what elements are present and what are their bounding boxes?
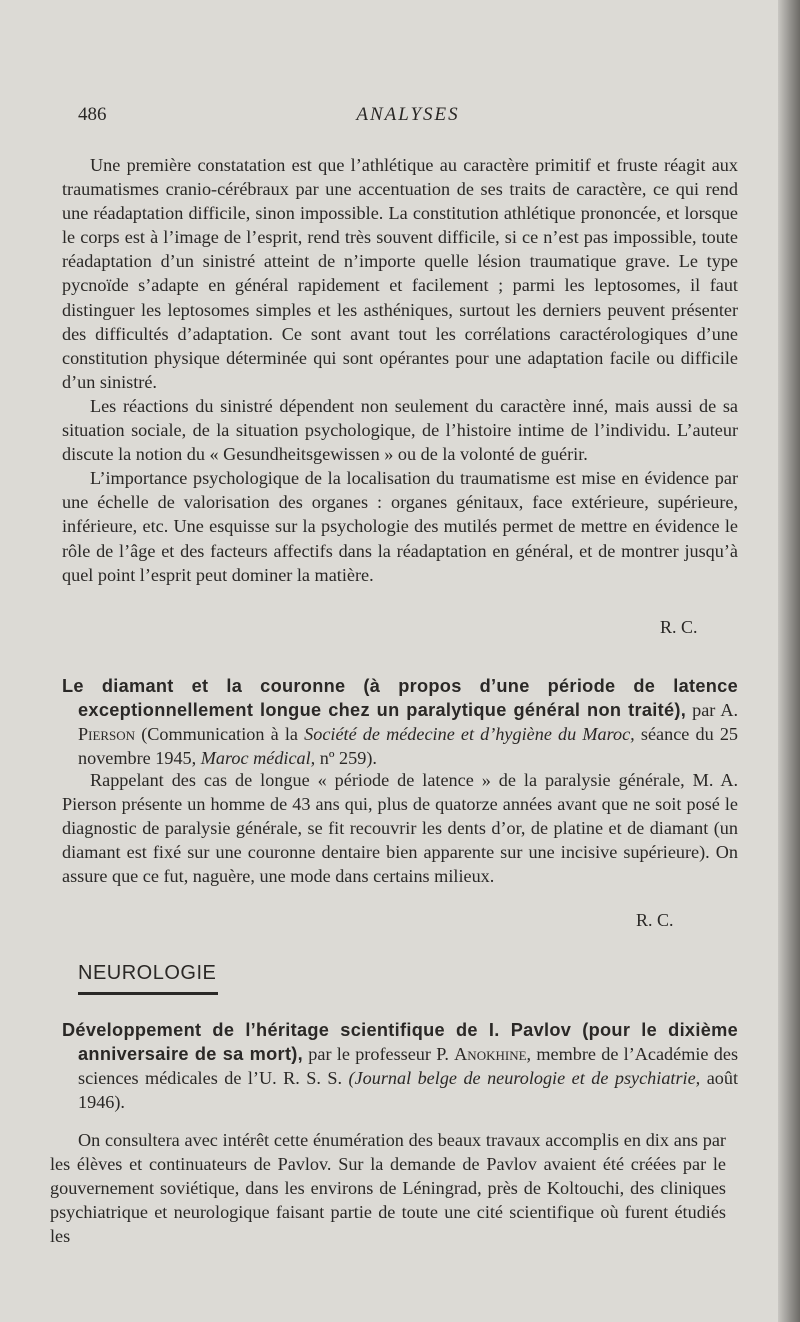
article-title: Développement de l’héritage scientifique de I. Pavlov (pour le dixième anniversaire de sa mort), [62,1020,738,1065]
journal-name: Société de médecine et d’hygiène du Maroc, [304,724,635,745]
section-rule [78,992,218,995]
article-title: Le diamant et la couronne (à propos d’une période de latence exceptionnellement longue chez un paralytique général non traité), [62,676,738,721]
article-2-body [62,768,738,888]
paragraph: On consultera avec intérêt cette énumération des beaux travaux accomplis en dix ans par les élèves et continuateurs de Pavlov. Sur la demande de Pavlov avaient été créées par le gouvernement soviétique, dans les environs de Léningrad, près de Koltouchi, des cliniques psychiatrique et neurologique faisant partie de toute une cité scientifique où furent étudiés les [50,1130,726,1247]
page-number: 486 [78,104,107,125]
article-3-title: Développement de l’héritage scientifique de I. Pavlov (pour le dixième anniversaire de sa mort), par le professeur P. Anokhine, membre de l’Académie des sciences médicales de l’U. R. S. S. (Journal belge de neurologie et de psychiatrie, août 1946). [62,1020,739,1113]
author-name: Anokhine [454,1044,527,1065]
paragraph: L’importance psychologique de la localisation du traumatisme est mise en évidence par une échelle de valorisation des organes : organes génitaux, face extérieure, supérieure, inférieure, etc. Une esquisse sur la psychologie des mutilés permet de mettre en évidence le rôle de l’âge et des facteurs affectifs dans la réadaptation en général, et de montrer jusqu’à quel point l’esprit peut dominer la matière. [62,468,738,585]
running-title: ANALYSES [356,104,460,125]
page-edge [778,0,800,1322]
paragraph: Les réactions du sinistré dépendent non seulement du caractère inné, mais aussi de sa situation sociale, de la situation psychologique, de l’histoire intime de l’individu. L’auteur discute la notion du « Gesundheitsgewissen » ou de la volonté de guérir. [62,395,738,465]
author-name: Pierson [78,724,136,745]
journal-name: (Journal belge de neurologie et de psychiatrie, [348,1068,701,1089]
signature: R. C. [660,617,698,637]
signature: R. C. [636,910,674,930]
article-3-body [50,1128,726,1248]
journal-name: Maroc médical, [200,748,316,769]
paragraph: Rappelant des cas de longue « période de latence » de la paralysie générale, M. A. Pierson présente un homme de 43 ans qui, plus de quatorze années avant que ne soit posé le diagnostic de paralysie générale, se fit recouvrir les dents d’or, de platine et de diamant (un diamant est fixé sur une couronne dentaire bien apparente sur une incisive supérieure). On assure que ce fut, naguère, une mode dans certains milieux. [62,770,738,887]
page-header [78,104,738,134]
section-title: NEUROLOGIE [78,962,217,984]
section-heading [78,962,216,985]
article-1-body [62,153,738,587]
article-2-title: Le diamant et la couronne (à propos d’une période de latence exceptionnellement longue chez un paralytique général non traité), par A. Pierson (Communication à la Société de médecine et d’hygiène du Maroc, séance du 25 novembre 1945, Maroc médical, nº 259). [62,676,739,769]
paragraph: Une première constatation est que l’athlétique au caractère primitif et fruste réagit aux traumatismes cranio-cérébraux par une accentuation de ses traits de caractère, ce qui rend une réadaptation difficile, sinon impossible. La constitution athlétique prononcée, et lorsque le corps est à l’image de l’esprit, rend très souvent difficile, si ce n’est pas impossible, toute réadaptation d’un sinistré atteint de n’importe quelle lésion traumatique grave. Le type pycnoïde s’adapte en général rapidement et facilement ; parmi les leptosomes, il faut distinguer les leptosomes simples et les asthéniques, surtout les derniers peuvent présenter des difficultés d’adaptation. Ce sont avant tout les corrélations caractérologiques d’une constitution physique déterminée qui sont opérantes pour une adaptation facile ou difficile d’un sinistré. [62,155,738,392]
